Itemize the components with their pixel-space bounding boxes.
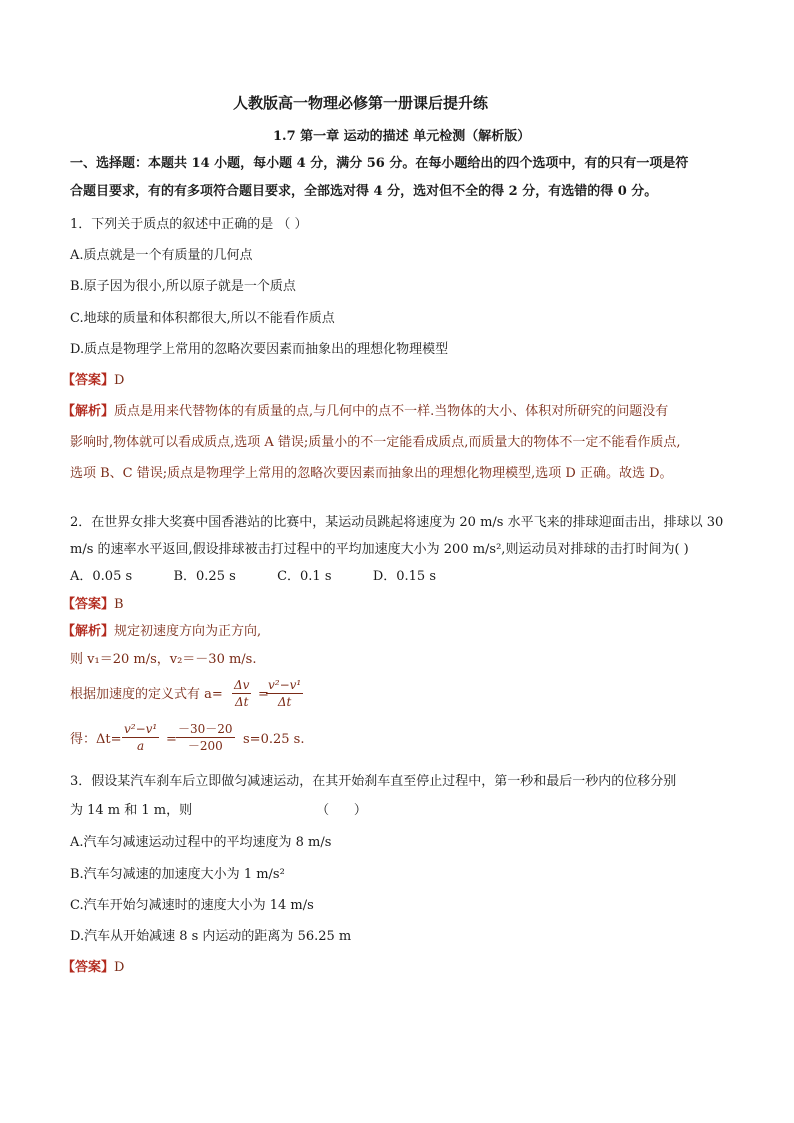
q1-analysis-line2: 影响时,物体就可以看成质点,选项 A 错误;质量小的不一定能看成质点,而质量大的物体不一定不能看作质点, (70, 435, 681, 450)
answer-value: B (114, 597, 124, 612)
q1-option-d: D.质点是物理学上常用的忽略次要因素而抽象出的理想化物理模型 (70, 342, 449, 357)
q2-answer (62, 596, 124, 614)
section-instructions-line1: 一、选择题：本题共 14 小题，每小题 4 分，满分 56 分。在每小题给出的四个选项中，有的只有一项是符 (70, 156, 689, 171)
answer-tag: 【答案】 (62, 373, 115, 388)
analysis-tag: 【解析】 (62, 624, 115, 639)
q1-analysis-line1 (62, 403, 668, 421)
q1-option-b: B.原子因为很小,所以原子就是一个质点 (70, 279, 296, 294)
analysis-tag: 【解析】 (62, 404, 115, 419)
q2-analysis-line3: 根据加速度的定义式有 a= (70, 687, 223, 702)
q2-options: A．0.05 s B．0.25 s C．0.1 s D．0.15 s (70, 569, 437, 584)
fraction-numeric: －30－20 －200 (178, 722, 233, 753)
answer-tag: 【答案】 (62, 960, 115, 975)
page-title: 人教版高一物理必修第一册课后提升练 (233, 94, 489, 112)
answer-value: D (114, 960, 125, 975)
q3-stem-line1: 3．假设某汽车刹车后立即做匀减速运动，在其开始刹车直至停止过程中，第一秒和最后一秒内的位移分别 (70, 774, 677, 789)
analysis-text: 质点是用来代替物体的有质量的点,与几何中的点不一样.当物体的大小、体积对所研究的问题没有 (114, 404, 669, 419)
q2-analysis-line4: 得：Δt= (70, 732, 122, 747)
q3-stem-line2: 为 14 m 和 1 m，则 （ ） (70, 803, 367, 818)
fraction-v2-v1-dt: v²−v¹ Δt (268, 678, 302, 709)
q1-option-c: C.地球的质量和体积都很大,所以不能看作质点 (70, 311, 335, 326)
fraction-v2-v1-a: v²−v¹ a (124, 722, 158, 753)
q2-stem-line1: 2．在世界女排大奖赛中国香港站的比赛中，某运动员跳起将速度为 20 m/s 水平飞来的排球迎面击出，排球以 30 (70, 515, 724, 530)
q3-option-a: A.汽车匀减速运动过程中的平均速度为 8 m/s (70, 835, 332, 850)
answer-tag: 【答案】 (62, 597, 115, 612)
q2-analysis-line2: 则 v₁＝20 m/s，v₂＝－30 m/s. (70, 652, 257, 667)
q1-option-a: A.质点就是一个有质量的几何点 (70, 248, 253, 263)
q2-analysis-result: s=0.25 s. (243, 732, 305, 747)
q2-analysis-line1 (62, 623, 261, 641)
q3-answer (62, 959, 124, 977)
equals-sign: = (166, 732, 177, 747)
q3-option-b: B.汽车匀减速的加速度大小为 1 m/s² (70, 867, 285, 882)
q1-stem: 1．下列关于质点的叙述中正确的是 （ ） (70, 217, 308, 232)
q3-option-c: C.汽车开始匀减速时的速度大小为 14 m/s (70, 898, 314, 913)
equals-sign: = (258, 687, 269, 702)
q3-option-d: D.汽车从开始减速 8 s 内运动的距离为 56.25 m (70, 929, 352, 944)
answer-value: D (114, 373, 125, 388)
section-instructions-line2: 合题目要求，有的有多项符合题目要求，全部选对得 4 分，选对但不全的得 2 分，有选错的得 0 分。 (70, 184, 658, 199)
q2-stem-line2: m/s 的速率水平返回,假设排球被击打过程中的平均加速度大小为 200 m/s²,则运动员对排球的击打时间为( ) (70, 542, 689, 557)
q1-answer (62, 372, 124, 390)
page-subtitle: 1.7 第一章 运动的描述 单元检测（解析版） (273, 129, 531, 144)
analysis-text: 规定初速度方向为正方向, (114, 624, 262, 639)
q1-analysis-line3: 选项 B、C 错误;质点是物理学上常用的忽略次要因素而抽象出的理想化物理模型,选项 D 正确。故选 D。 (70, 466, 673, 481)
fraction-dv-dt: Δv Δt (234, 678, 250, 709)
